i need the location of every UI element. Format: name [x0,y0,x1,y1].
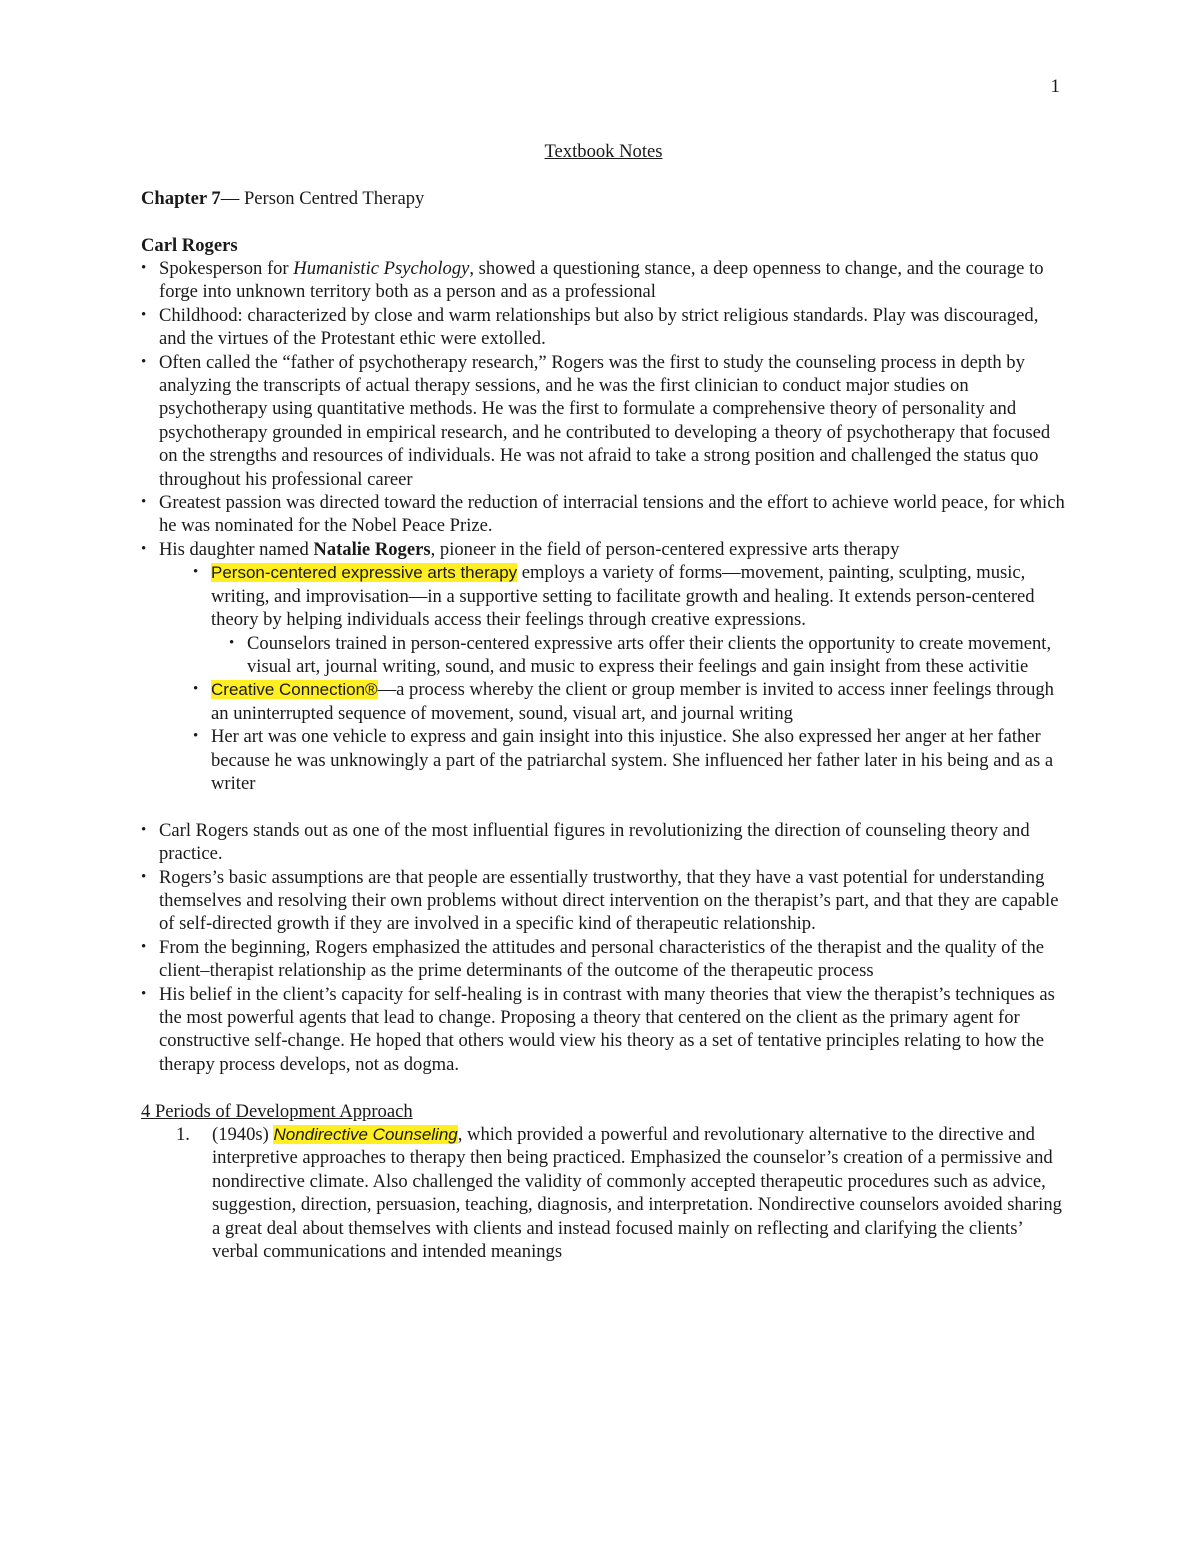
list-item: • Childhood: characterized by close and warm relationships but also by strict religious standards. Play was discouraged, and the virtues of the Protestant ethic were extolled. [141,304,1066,351]
list-item: • From the beginning, Rogers emphasized the attitudes and personal characteristics of the therapist and the quality of the client–therapist relationship as the prime determinants of the outcome of the therapeutic process [141,936,1066,983]
blank-line [141,795,1066,818]
italic-term: Humanistic Psychology [293,258,470,279]
section-title: Carl Rogers [141,234,238,256]
list-item: • Often called the “father of psychotherapy research,” Rogers was the first to study the counseling process in depth by analyzing the transcripts of actual therapy sessions, and he was the first clinician to conduct major studies on psychotherapy using quantitative methods. He was the first to formulate a comprehensive theory of personality and psychotherapy grounded in empirical research, and he contributed to developing a theory of psychotherapy that focused on the strengths and resources of individuals. He was not afraid to take a strong position and challenged the status quo throughout his professional career [141,351,1066,491]
document-body [141,140,1066,1263]
chapter-heading [141,187,1066,210]
highlighted-term: Creative Connection® [211,680,378,700]
page-title: Textbook Notes [544,141,663,162]
list-item: • Greatest passion was directed toward the reduction of interracial tensions and the effort to achieve world peace, for which he was nominated for the Nobel Peace Prize. [141,491,1066,538]
main-bullet-list [141,257,1066,795]
sub-sub-bullet-list [229,632,1066,679]
main-bullet-list-continued [141,819,1066,1076]
list-item: • Creative Connection®—a process whereby the client or group member is invited to access inner feelings through an uninterrupted sequence of movement, sound, visual art, and journal writing [193,678,1066,725]
bold-name: Natalie Rogers [313,538,431,560]
list-item: • Counselors trained in person-centered expressive arts offer their clients the opportunity to create movement, visual art, journal writing, sound, and music to express their feelings and gain insight from these activitie [229,632,1066,679]
list-item: • Her art was one vehicle to express and gain insight into this injustice. She also expressed her anger at her father because he was unknowingly a part of the patriarchal system. She influenced her father later in his being and as a writer [193,725,1066,795]
list-item: 1. (1940s) Nondirective Counseling, which provided a powerful and revolutionary alternative to the directive and interpretive approaches to therapy then being practiced. Emphasized the counselor’s creation of a permissive and nondirective climate. Also challenged the validity of commonly accepted therapeutic procedures such as advice, suggestion, direction, persuasion, teaching, diagnosis, and interpretation. Nondirective counselors avoided sharing a great deal about themselves with clients and instead focused mainly on reflecting and clarifying the clients’ verbal communications and intended meanings [176,1124,1062,1263]
periods-list [176,1123,1066,1263]
list-item: • Person-centered expressive arts therapy employs a variety of forms—movement, painting, sculpting, music, writing, and improvisation—in a supportive setting to facilitate growth and healing. It extends person-centered theory by helping individuals access their feelings through creative expressions. • Counselors trained in person-centered expressive arts offer their clients the opportunity to create movement, visual art, journal writing, sound, and music to express their feelings and gain insight from these activitie [193,561,1066,678]
periods-heading: 4 Periods of Development Approach [141,1100,413,1122]
list-item: • Carl Rogers stands out as one of the most influential figures in revolutionizing the direction of counseling theory and practice. [141,819,1066,866]
item-number: 1. [176,1124,190,1145]
list-item: • Spokesperson for Humanistic Psychology, showed a questioning stance, a deep openness to change, and the courage to forge into unknown territory both as a person and as a professional [141,257,1066,304]
list-item: • His daughter named Natalie Rogers, pioneer in the field of person-centered expressive arts therapy • Person-centered expressive arts therapy employs a variety of forms—movement, painting, sculpting, music, writing, and improvisation—in a supportive setting to facilitate growth and healing. It extends person-centered theory by helping individuals access their feelings through creative expressions. • Counselors trained in person-centered expressive arts offer their clients the opportunity to create movement, visual art, journal writing, sound, and music to express their feelings and gain insight from these activitie • Creative Connection®—a process whereby the client or group member is invited to access inner feelings through an uninterrupted sequence of movement, sound, visual art, and journal writing • Her art was one vehicle to express and gain insight into this injustice. She also expressed her anger at her father because he was unknowingly a part of the patriarchal system. She influenced her father later in his being and as a writer [141,538,1066,795]
chapter-name: Person Centred Therapy [239,187,425,209]
page-number: 1 [1050,76,1060,97]
chapter-label: Chapter 7 [141,187,221,209]
highlighted-term: Nondirective Counseling [273,1125,458,1144]
highlighted-term: Person-centered expressive arts therapy [211,563,518,583]
list-item: • His belief in the client’s capacity for self-healing is in contrast with many theories that view the therapist’s techniques as the most powerful agents that lead to change. Proposing a theory that centered on the client as the primary agent for constructive self-change. He hoped that others would view his theory as a set of tentative principles relating to how the therapy process develops, not as dogma. [141,983,1066,1077]
chapter-dash: — [220,187,240,209]
list-item: • Rogers’s basic assumptions are that people are essentially trustworthy, that they have a vast potential for understanding themselves and resolving their own problems without direct intervention on the therapist’s part, and that they are capable of self-directed growth if they are involved in a specific kind of therapeutic relationship. [141,866,1066,936]
sub-bullet-list [193,561,1066,795]
